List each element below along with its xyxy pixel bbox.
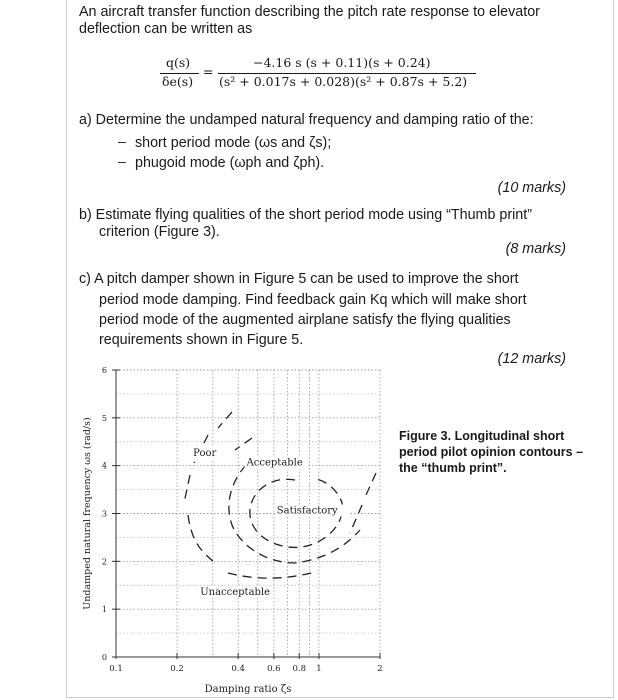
contour-poor-arc	[188, 515, 215, 563]
x-tick-label: 0.8	[292, 664, 307, 674]
part-c-line-4: requirements shown in Figure 5.	[99, 332, 304, 348]
x-tick-label: 0.1	[109, 664, 123, 674]
region-label-acceptable: Acceptable	[246, 457, 303, 469]
x-tick-label: 2	[377, 664, 383, 674]
x-axis-title: Damping ratio ζs	[204, 684, 292, 695]
part-a-item-1: short period mode (ωs and ζs);	[135, 135, 332, 151]
part-b-marks: (8 marks)	[505, 241, 566, 257]
y-tick-label: 2	[101, 557, 107, 567]
contour-acceptable-right	[350, 505, 362, 533]
equation-lhs-numerator: q(s)	[166, 55, 191, 70]
equation-equals: =	[203, 64, 214, 79]
equation-rhs-numerator: −4.16 s (s + 0.11)(s + 0.24)	[253, 55, 431, 70]
part-a-item-2: phugoid mode (ωph and ζph).	[135, 155, 325, 171]
y-tick-label: 4	[101, 461, 107, 471]
part-a-prompt: a) Determine the undamped natural frequency and damping ratio of the:	[79, 112, 534, 128]
x-tick-label: 1	[316, 664, 322, 674]
part-a-marks: (10 marks)	[497, 180, 566, 196]
contour-outer-right	[366, 473, 376, 495]
part-c-line-1: c) A pitch damper shown in Figure 5 can be used to improve the short	[79, 271, 519, 287]
axis-labels	[82, 366, 383, 695]
y-tick-label: 5	[101, 413, 107, 423]
part-c-marks: (12 marks)	[497, 351, 566, 367]
y-tick-label: 0	[101, 653, 107, 662]
part-c-line-3: period mode of the augmented airplane satisfy the flying qualities	[99, 312, 511, 328]
region-labels	[191, 447, 348, 598]
equation-lhs-denominator: δe(s)	[162, 74, 194, 89]
figure-caption: Figure 3. Longitudinal short period pilot opinion contours – the “thumb print”.	[399, 429, 584, 475]
x-tick-label: 0.6	[267, 664, 281, 674]
region-label-unacceptable: Unacceptable	[200, 586, 271, 598]
thumbprint-chart	[80, 355, 400, 700]
intro-line-2: deflection can be written as	[79, 21, 253, 37]
x-tick-label: 0.2	[170, 664, 184, 674]
contour-poor-mid	[184, 475, 190, 503]
part-c-line-2: period mode damping. Find feedback gain Kq which will make short	[99, 292, 527, 308]
region-label-poor: Poor	[193, 448, 217, 460]
y-tick-label: 3	[101, 509, 107, 519]
region-label-satisfactory: Satisfactory	[276, 505, 338, 517]
part-b-line-1: b) Estimate flying qualities of the short period mode using “Thumb print”	[79, 207, 532, 223]
x-tick-label: 0.4	[231, 664, 245, 674]
y-axis-title: Undamped natural frequency ωs (rad/s)	[82, 417, 93, 610]
y-tick-label: 1	[101, 605, 107, 615]
bullet-dash: –	[118, 133, 126, 149]
equation-rhs-denominator: (s² + 0.017s + 0.028)(s² + 0.87s + 5.2)	[219, 74, 468, 89]
contour-unacceptable-bottom	[228, 572, 315, 578]
intro-line-1: An aircraft transfer function describing the pitch rate response to elevator	[79, 4, 540, 20]
bullet-dash: –	[118, 153, 126, 169]
part-b-line-2: criterion (Figure 3).	[99, 224, 220, 240]
y-tick-label: 6	[101, 366, 107, 375]
contour-poor-right-top	[235, 438, 252, 450]
contour-poor-upper	[218, 412, 232, 428]
